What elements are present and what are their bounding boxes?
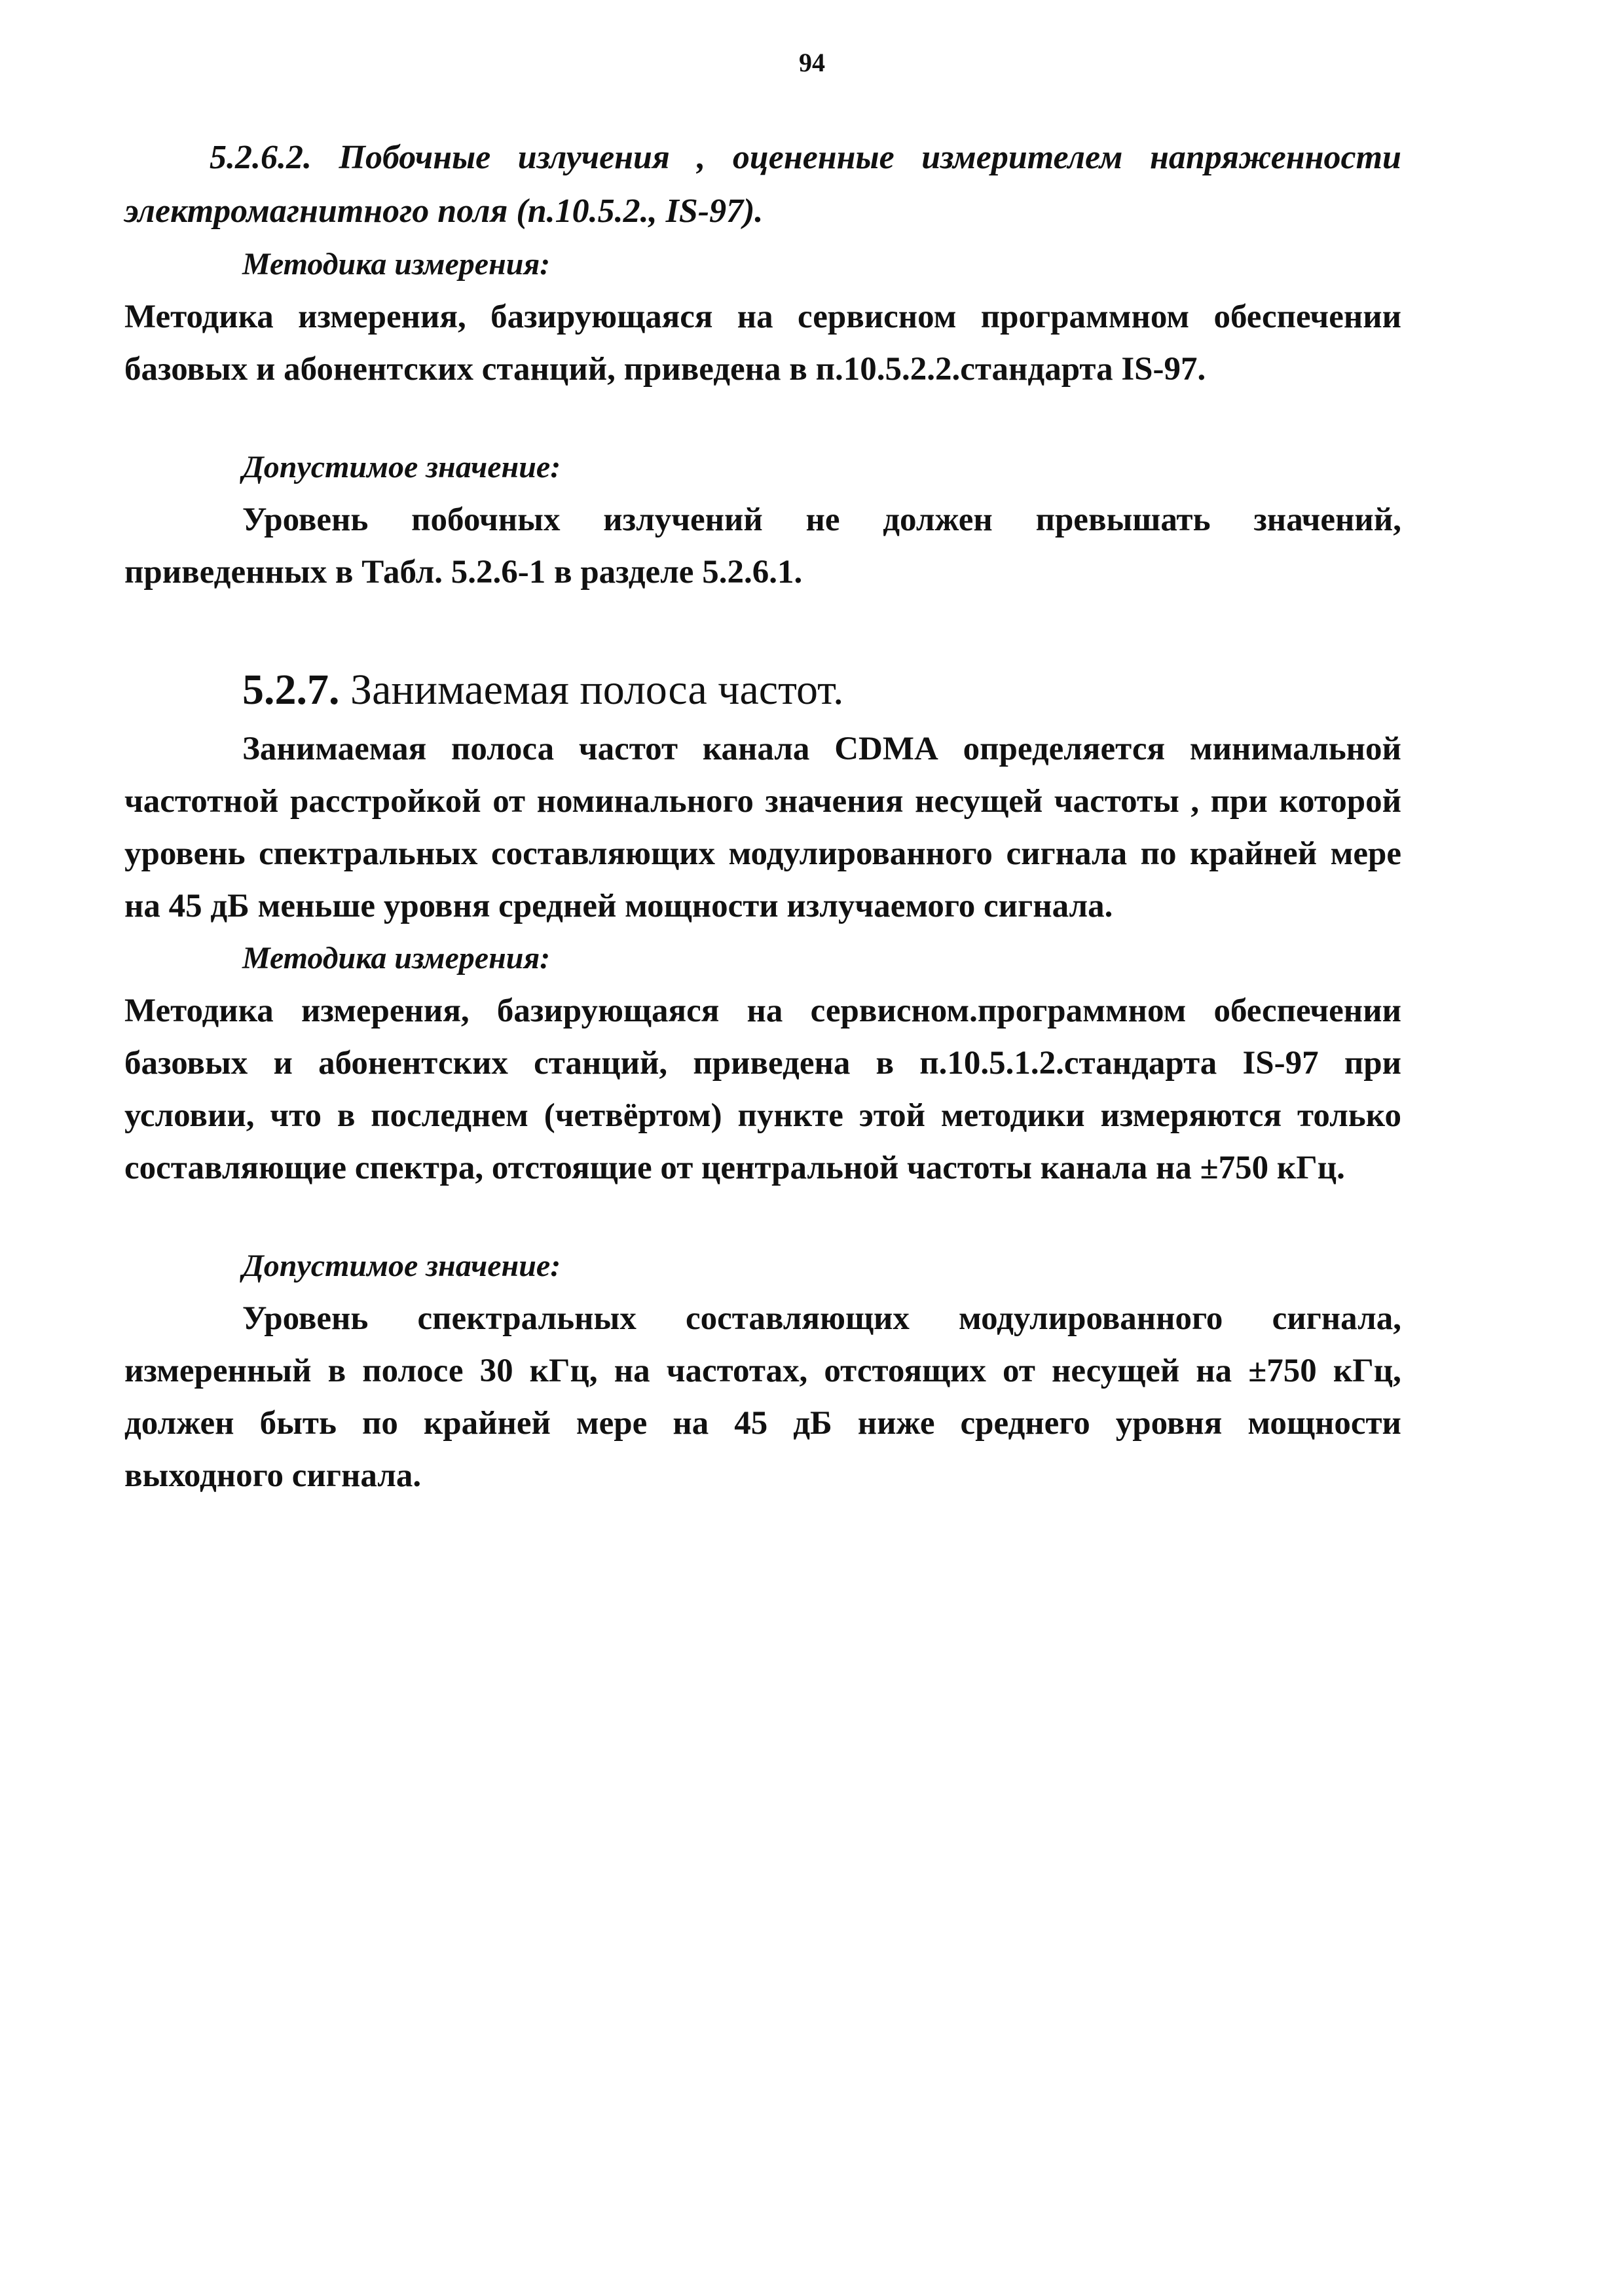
word: на [1196,1353,1232,1389]
word: IS-97 [1242,1045,1319,1082]
heading-word: оцененные [732,139,895,176]
paragraph-line: выходного сигнала. [124,1457,422,1494]
heading-word: , [697,139,706,176]
paragraph-line: приведенных в Табл. 5.2.6-1 в разделе 5.2.6.1. [124,554,803,591]
word: спектральных [417,1300,637,1337]
word: канала [702,731,810,767]
word: на [747,993,783,1029]
word: Методика [124,993,274,1029]
page-number: 94 [799,48,825,77]
word: станций, [534,1045,668,1082]
subsection-heading-line2: электромагнитного поля (п.10.5.2., IS-97). [124,192,764,230]
word: измерения, [298,299,466,335]
paragraph-line [124,1397,1401,1449]
word: программном [980,299,1190,335]
word: измерения, [301,993,470,1029]
word: в [876,1045,895,1082]
word: мощности [1247,1405,1401,1442]
word: 45 [734,1405,768,1442]
word: значений, [1253,501,1401,538]
word: полосе [362,1353,464,1389]
word: на [614,1353,650,1389]
heading-word: измерителем [921,139,1123,176]
word: Занимаемая [242,731,427,767]
subsection-heading-line1 [124,131,1401,185]
word: частотах, [666,1353,808,1389]
word: кГц, [529,1353,598,1389]
word: полоса [451,731,555,767]
word: Уровень [242,1300,369,1337]
word: базовых [124,1045,248,1082]
section-number: 5.2.7. [242,666,340,714]
word: сервисном.программном [810,993,1187,1029]
paragraph-line [124,723,1401,775]
word: отстоящих [824,1353,986,1389]
word: составляющих [685,1300,910,1337]
word: Уровень [242,501,369,538]
word: на [737,299,773,335]
paragraph-line: уровень спектральных составляющих модулированного сигнала по крайней мере [124,835,1401,872]
word: в [327,1353,346,1389]
word: 30 [479,1353,513,1389]
word: обеспечении [1213,299,1401,335]
word: превышать [1035,501,1211,538]
paragraph-line: условии, что в последнем (четвёртом) пункте этой методики измеряются только [124,1097,1401,1134]
allowed-value-label: Допустимое значение: [242,1248,561,1283]
paragraph-line [124,494,1401,546]
method-label: Методика измерения: [242,941,551,975]
page-content [124,131,1401,1502]
paragraph-line [124,291,1401,343]
word: Методика [124,299,274,335]
word: базирующаяся [490,299,713,335]
word: сервисном [797,299,957,335]
paragraph-line: на 45 дБ меньше уровня средней мощности излучаемого сигнала. [124,888,1113,924]
word: обеспечении [1213,993,1401,1029]
word: ниже [857,1405,935,1442]
word: измеренный [124,1353,312,1389]
word: не [805,501,840,538]
word: кГц, [1333,1353,1401,1389]
word: излучений [603,501,763,538]
section-title: Занимаемая полоса частот. [350,666,844,714]
word: модулированного [959,1300,1223,1337]
word: п.10.5.1.2.стандарта [919,1045,1217,1082]
heading-word: излучения [517,139,670,176]
word: сигнала, [1272,1300,1401,1337]
word: должен [883,501,993,538]
word: при [1344,1045,1401,1082]
word: среднего [960,1405,1090,1442]
heading-word: Побочные [339,139,491,176]
word: быть [259,1405,337,1442]
word: абонентских [318,1045,508,1082]
word: уровня [1115,1405,1223,1442]
subsection-number: 5.2.6.2. [210,139,312,176]
word: дБ [793,1405,832,1442]
method-label: Методика измерения: [242,247,551,282]
word: CDMA [834,731,938,767]
paragraph-line [124,1292,1401,1345]
word: несущей [1052,1353,1180,1389]
word: от [1003,1353,1035,1389]
word: побочных [411,501,561,538]
word: мере [576,1405,648,1442]
word: базирующаяся [496,993,720,1029]
paragraph-line: составляющие спектра, отстоящие от центральной частоты канала на ±750 кГц. [124,1150,1345,1186]
heading-word: напряженности [1149,139,1401,176]
allowed-value-label: Допустимое значение: [242,450,561,484]
paragraph-line [124,985,1401,1037]
word: минимальной [1189,731,1401,767]
paragraph-line [124,1037,1401,1089]
word: на [673,1405,709,1442]
paragraph-line: базовых и абонентских станций, приведена в п.10.5.2.2.стандарта IS-97. [124,351,1206,388]
paragraph-line: частотной расстройкой от номинального значения несущей частоты , при которой [124,783,1401,820]
word: ±750 [1248,1353,1317,1389]
section-heading [124,657,1401,723]
word: и [273,1045,293,1082]
word: должен [124,1405,234,1442]
word: по [361,1405,398,1442]
word: крайней [423,1405,551,1442]
word: определяется [963,731,1166,767]
paragraph-line [124,1345,1401,1397]
word: приведена [693,1045,851,1082]
word: частот [578,731,678,767]
